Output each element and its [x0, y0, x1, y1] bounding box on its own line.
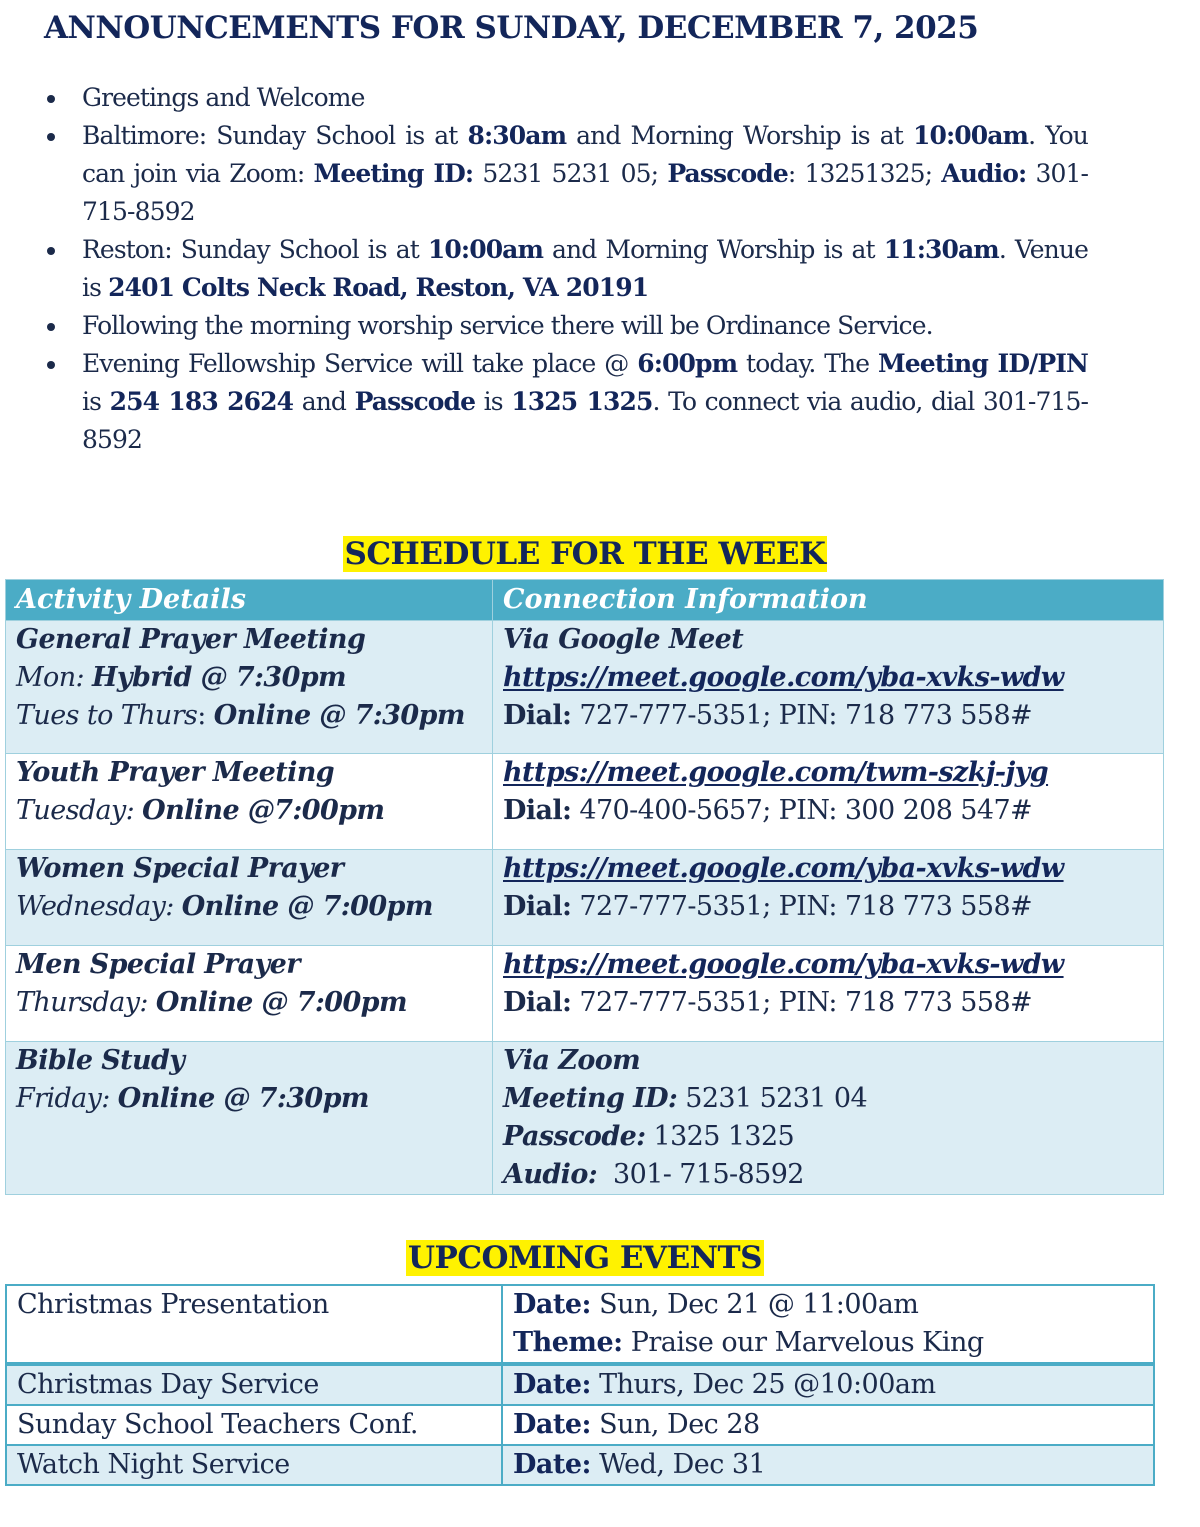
- announcement-greeting: Greetings and Welcome: [82, 79, 1088, 117]
- announcement-ordinance: Following the morning worship service there will be Ordinance Service.: [82, 307, 1088, 345]
- table-row: [6, 1405, 1154, 1445]
- table-row: [6, 1445, 1154, 1485]
- table-row: [6, 850, 1164, 946]
- table-row: [6, 1364, 1154, 1405]
- events-table: [5, 1284, 1155, 1486]
- column-header-activity: Activity Details: [6, 580, 493, 621]
- event-details: Date: Thurs, Dec 25 @10:00am: [502, 1364, 1154, 1405]
- connection-cell: https://meet.google.com/yba-xvks-wdw Dial: 727-777-5351; PIN: 718 773 558#: [493, 946, 1164, 1042]
- event-details: Date: Sun, Dec 21 @ 11:00am Theme: Praise our Marvelous King: [502, 1285, 1154, 1364]
- google-meet-link[interactable]: https://meet.google.com/twm-szkj-jyg: [503, 757, 1049, 788]
- activity-cell: Men Special Prayer Thursday: Online @ 7:00pm: [6, 946, 493, 1042]
- activity-cell: General Prayer Meeting Mon: Hybrid @ 7:30pm Tues to Thurs: Online @ 7:30pm: [6, 621, 493, 754]
- activity-cell: Women Special Prayer Wednesday: Online @ 7:00pm: [6, 850, 493, 946]
- table-row: [6, 621, 1164, 754]
- table-row: [6, 1285, 1154, 1364]
- connection-cell: Via Zoom Meeting ID: 5231 5231 04 Passcode: 1325 1325 Audio: 301- 715-8592: [493, 1042, 1164, 1195]
- google-meet-link[interactable]: https://meet.google.com/yba-xvks-wdw: [503, 853, 1064, 884]
- announcements-list: [82, 79, 1088, 459]
- table-row: [6, 946, 1164, 1042]
- table-row: [6, 754, 1164, 850]
- google-meet-link[interactable]: https://meet.google.com/yba-xvks-wdw: [503, 662, 1064, 693]
- schedule-heading: SCHEDULE FOR THE WEEK: [344, 536, 826, 572]
- activity-cell: Youth Prayer Meeting Tuesday: Online @7:00pm: [6, 754, 493, 850]
- connection-cell: https://meet.google.com/yba-xvks-wdw Dial: 727-777-5351; PIN: 718 773 558#: [493, 850, 1164, 946]
- announcement-evening: Evening Fellowship Service will take place @ 6:00pm today. The Meeting ID/PIN is 254 183 2624 and Passcode is 1325 1325. To connect via audio, dial 301-715-8592: [82, 345, 1088, 459]
- column-header-connection: Connection Information: [493, 580, 1164, 621]
- event-details: Date: Wed, Dec 31: [502, 1445, 1154, 1485]
- table-row: [6, 1042, 1164, 1195]
- announcement-reston: Reston: Sunday School is at 10:00am and Morning Worship is at 11:30am. Venue is 2401 Colts Neck Road, Reston, VA 20191: [82, 231, 1088, 307]
- event-name: Christmas Presentation: [6, 1285, 502, 1364]
- google-meet-link[interactable]: https://meet.google.com/yba-xvks-wdw: [503, 949, 1064, 980]
- schedule-header-row: [6, 580, 1164, 621]
- event-details: Date: Sun, Dec 28: [502, 1405, 1154, 1445]
- event-name: Sunday School Teachers Conf.: [6, 1405, 502, 1445]
- activity-cell: Bible Study Friday: Online @ 7:30pm: [6, 1042, 493, 1195]
- connection-cell: https://meet.google.com/twm-szkj-jyg Dial: 470-400-5657; PIN: 300 208 547#: [493, 754, 1164, 850]
- announcement-baltimore: Baltimore: Sunday School is at 8:30am and Morning Worship is at 10:00am. You can join via Zoom: Meeting ID: 5231 5231 05; Passcode: 13251325; Audio: 301-715-8592: [82, 117, 1088, 231]
- connection-cell: Via Google Meet https://meet.google.com/yba-xvks-wdw Dial: 727-777-5351; PIN: 718 773 558#: [493, 621, 1164, 754]
- event-name: Watch Night Service: [6, 1445, 502, 1485]
- schedule-table: [5, 579, 1164, 1195]
- page-title: ANNOUNCEMENTS FOR SUNDAY, DECEMBER 7, 2025: [44, 10, 979, 46]
- events-heading: UPCOMING EVENTS: [407, 1240, 763, 1276]
- event-name: Christmas Day Service: [6, 1364, 502, 1405]
